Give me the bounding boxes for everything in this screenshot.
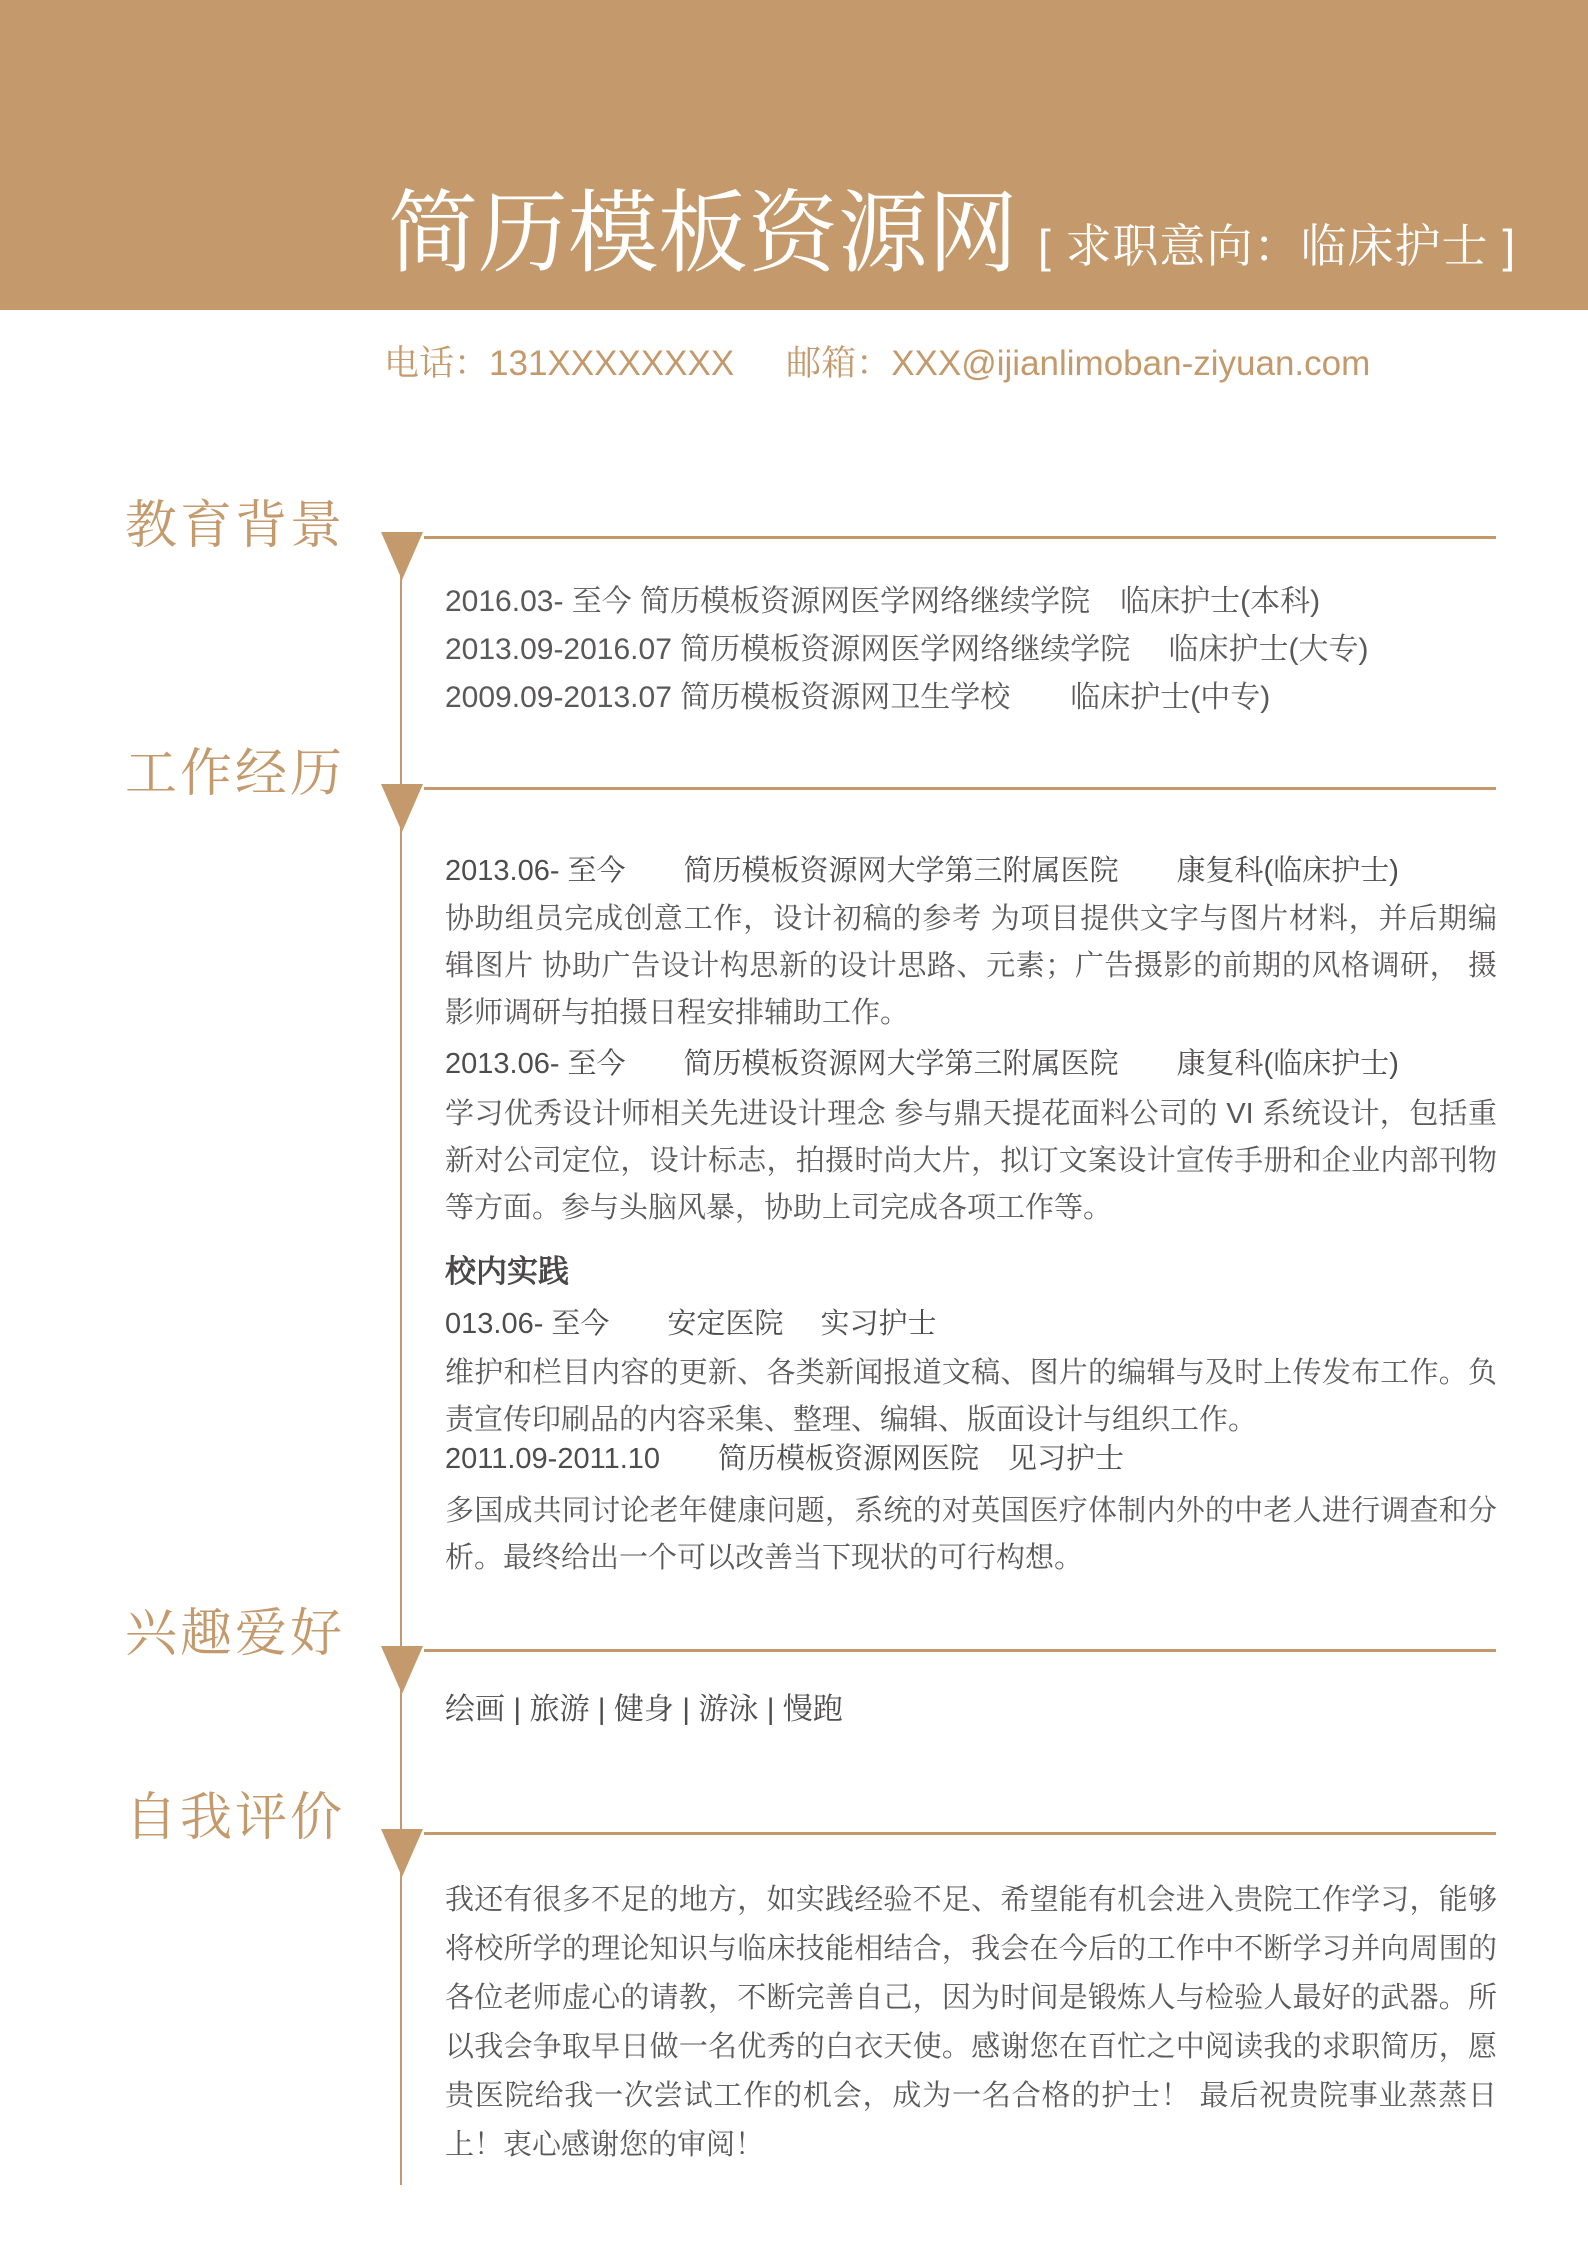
section-divider-education	[424, 536, 1496, 539]
section-divider-self-evaluation	[424, 1832, 1496, 1835]
work-entry-description: 协助组员完成创意工作，设计初稿的参考 为项目提供文字与图片材料，并后期编辑图片 协助广告设计构思新的设计思路、元素；广告摄影的前期的风格调研， 摄影师调研与拍摄日程安排辅助工作。	[445, 903, 1497, 1029]
education-item: 2013.09-2016.07 简历模板资源网医学网络继续学院 临床护士(大专)	[445, 633, 1369, 666]
education-list	[445, 578, 1497, 722]
triangle-marker-interests	[381, 1646, 423, 1694]
page-title: 简历模板资源网	[388, 184, 1018, 284]
education-item: 2009.09-2013.07 简历模板资源网卫生学校 临床护士(中专)	[445, 681, 1271, 714]
header-band	[0, 0, 1588, 310]
section-label-self-evaluation: 自我评价	[125, 1789, 346, 1847]
phone-value: 131XXXXXXXX	[489, 344, 735, 383]
work-entry-description: 学习优秀设计师相关先进设计理念 参与鼎天提花面料公司的 VI 系统设计，包括重新对公司定位，设计标志，拍摄时尚大片，拟订文案设计宣传手册和企业内部刊物等方面。参与头脑风暴，协助上司完成各项工作等。	[445, 1098, 1497, 1224]
triangle-marker-work	[381, 784, 423, 832]
section-label-interests: 兴趣爱好	[125, 1605, 346, 1663]
interests-list: 绘画 | 旅游 | 健身 | 游泳 | 慢跑	[445, 1693, 843, 1726]
work-entry-title: 2013.06- 至今 简历模板资源网大学第三附属医院 康复科(临床护士)	[445, 1048, 1399, 1080]
section-label-work: 工作经历	[125, 745, 346, 803]
campus-practice-heading: 校内实践	[445, 1254, 569, 1289]
email-value: XXX@ijianlimoban-ziyuan.com	[891, 344, 1371, 383]
section-divider-work	[424, 787, 1496, 790]
campus-entry-title: 2011.09-2011.10 简历模板资源网医院 见习护士	[445, 1443, 1125, 1475]
campus-entry-description: 维护和栏目内容的更新、各类新闻报道文稿、图片的编辑与及时上传发布工作。负责宣传印刷品的内容采集、整理、编辑、版面设计与组织工作。	[445, 1357, 1497, 1436]
section-divider-interests	[424, 1649, 1496, 1652]
email-label: 邮箱：	[786, 344, 892, 383]
job-objective: [ 求职意向：临床护士 ]	[1038, 220, 1517, 272]
self-evaluation-text: 我还有很多不足的地方，如实践经验不足、希望能有机会进入贵院工作学习，能够将校所学的理论知识与临床技能相结合，我会在今后的工作中不断学习并向周围的各位老师虚心的请教，不断完善自己，因为时间是锻炼人与检验人最好的武器。所以我会争取早日做一名优秀的白衣天使。感谢您在百忙之中阅读我的求职简历，愿贵医院给我一次尝试工作的机会，成为一名合格的护士！ 最后祝贵院事业蒸蒸日上！衷心感谢您的审阅！	[445, 1884, 1497, 2161]
campus-entry-title: 013.06- 至今 安定医院 实习护士	[445, 1308, 937, 1340]
campus-entry-description: 多国成共同讨论老年健康问题，系统的对英国医疗体制内外的中老人进行调查和分析。最终给出一个可以改善当下现状的可行构想。	[445, 1495, 1497, 1574]
contact-row	[384, 336, 1370, 386]
triangle-marker-education	[381, 532, 423, 580]
phone-label: 电话：	[384, 344, 490, 383]
education-item: 2016.03- 至今 简历模板资源网医学网络继续学院 临床护士(本科)	[445, 585, 1321, 618]
work-entry-title: 2013.06- 至今 简历模板资源网大学第三附属医院 康复科(临床护士)	[445, 855, 1399, 887]
triangle-marker-self-evaluation	[381, 1829, 423, 1877]
section-label-education: 教育背景	[125, 497, 346, 555]
